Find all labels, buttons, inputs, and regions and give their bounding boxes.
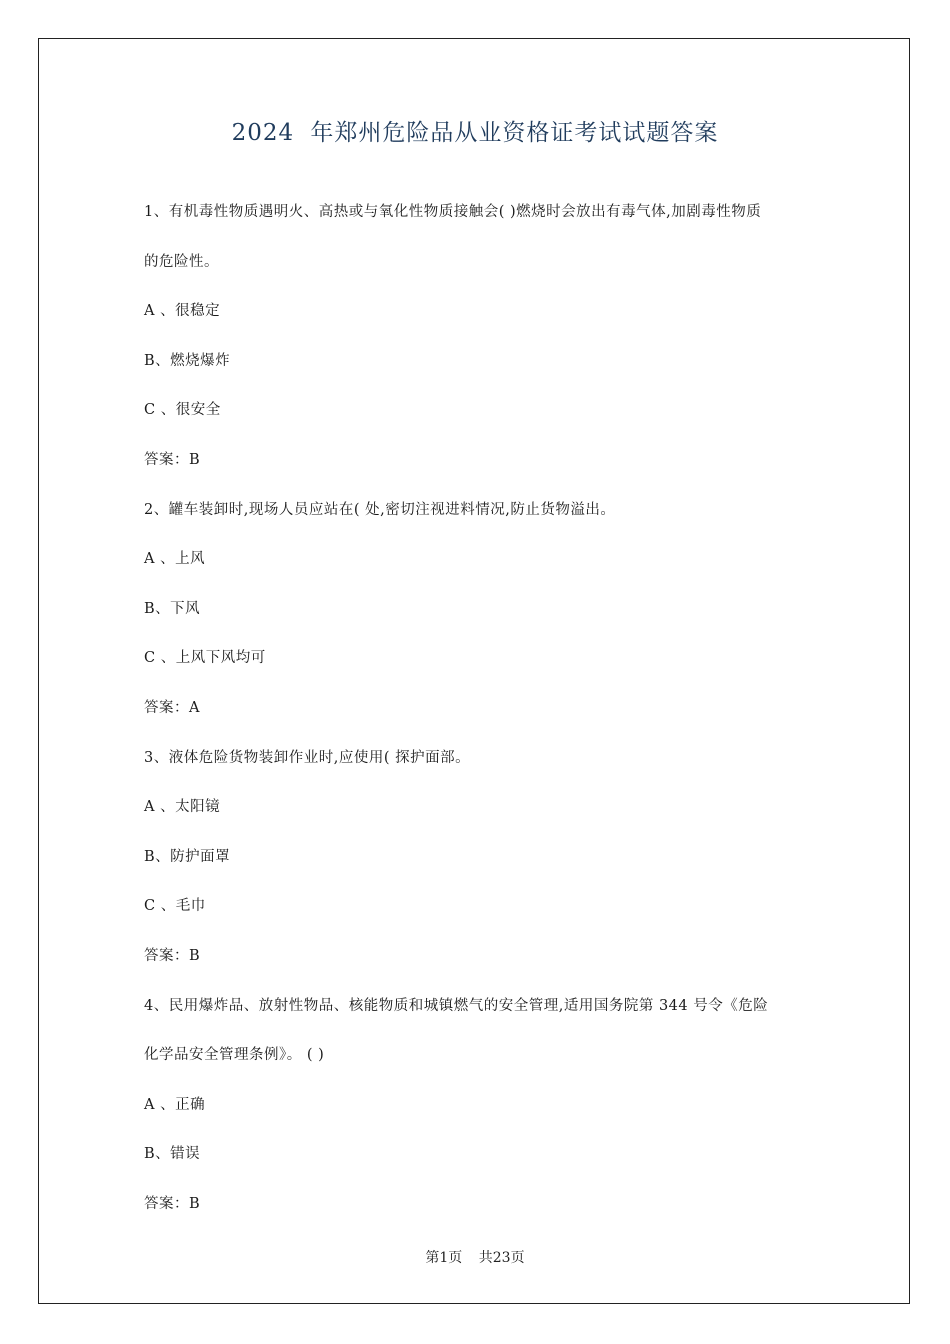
question-1-text-line-1: 1、有机毒性物质遇明火、高热或与氧化性物质接触会( )燃烧时会放出有毒气体,加剧毒性物质 (144, 204, 762, 220)
question-2-option-b: B、下风 (144, 600, 201, 617)
question-4-text-line-1: 4、民用爆炸品、放射性物品、核能物质和城镇燃气的安全管理,适用国务院第 344 号令《危险 (144, 997, 769, 1014)
document-title: 2024 年郑州危险品从业资格证考试试题答案 (231, 120, 719, 146)
question-4-text-line-2: 化学品安全管理条例》。 ( ) (144, 1047, 325, 1064)
question-1-option-b: B、燃烧爆炸 (144, 352, 231, 369)
question-3 (144, 746, 814, 968)
question-3-text-line-1: 3、液体危险货物装卸作业时,应使用( 探护面部。 (144, 749, 471, 766)
question-4 (144, 994, 814, 1216)
question-2-text-line-1: 2、罐车装卸时,现场人员应站在( 处,密切注视进料情况,防止货物溢出。 (144, 501, 616, 518)
question-2-option-c: C 、上风下风均可 (144, 650, 266, 667)
question-2 (144, 498, 814, 720)
page-footer (0, 1247, 950, 1267)
page-total: 共23页 (478, 1250, 525, 1266)
question-3-answer: 答案：B (144, 947, 201, 964)
question-1 (144, 200, 814, 472)
question-1-answer: 答案：B (144, 451, 201, 468)
question-4-answer: 答案：B (144, 1195, 201, 1212)
question-1-option-a: A 、很稳定 (144, 303, 221, 320)
question-1-text-line-2: 的危险性。 (144, 253, 219, 270)
question-1-option-c: C 、很安全 (144, 402, 221, 419)
question-3-option-b: B、防护面罩 (144, 848, 231, 865)
question-2-option-a: A 、上风 (144, 551, 206, 568)
page-number: 第1页 (425, 1250, 463, 1266)
question-3-option-c: C 、毛巾 (144, 898, 206, 915)
question-list (144, 200, 814, 1241)
question-2-answer: 答案：A (144, 699, 200, 716)
question-3-option-a: A 、太阳镜 (144, 799, 221, 816)
question-4-option-b: B、错误 (144, 1146, 201, 1163)
question-4-option-a: A 、正确 (144, 1096, 206, 1113)
